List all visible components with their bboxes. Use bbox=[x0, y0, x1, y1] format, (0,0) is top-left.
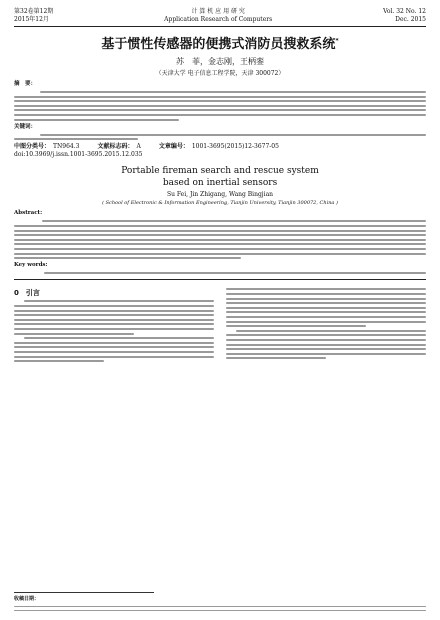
article-no-label: 文章编号： bbox=[158, 143, 189, 151]
body-divider bbox=[14, 279, 426, 280]
title-footnote-mark: * bbox=[335, 37, 339, 45]
article-no-pair bbox=[159, 143, 279, 151]
section-heading-introduction: 0 引言 bbox=[14, 288, 40, 297]
left-column-text-lines bbox=[14, 300, 214, 362]
header-rule bbox=[14, 26, 426, 27]
paper-title-text: 基于惯性传感器的便携式消防员搜救系统 bbox=[101, 37, 336, 52]
footnote-received bbox=[14, 596, 426, 603]
abstract-en-text-lines bbox=[14, 220, 426, 259]
header-right bbox=[383, 8, 426, 24]
header-journal-en: Application Research of Computers bbox=[164, 16, 273, 23]
abstract-en bbox=[14, 210, 426, 259]
clc-label: 中图分类号： bbox=[14, 143, 51, 151]
abstract-cn bbox=[14, 81, 426, 121]
keywords-en bbox=[14, 262, 426, 274]
paper-affiliation: （天津大学 电子信息工程学院，天津 300072） bbox=[155, 70, 285, 77]
english-title bbox=[14, 165, 426, 189]
header-date-en: Dec. 2015 bbox=[395, 16, 426, 23]
paper-title bbox=[14, 33, 426, 52]
footnote-area bbox=[14, 592, 426, 614]
doc-code-pair bbox=[97, 143, 140, 151]
keywords-cn bbox=[14, 124, 426, 141]
right-column-text-lines bbox=[226, 288, 426, 359]
english-authors: Su Fei, Jin Zhigang, Wang Bingjian bbox=[166, 191, 274, 199]
abstract-cn-text-lines bbox=[14, 91, 426, 121]
abstract-en-label: Abstract: bbox=[14, 210, 43, 217]
header-date-cn: 2015年12月 bbox=[14, 16, 49, 23]
english-title-line-2: based on inertial sensors bbox=[162, 178, 278, 189]
header-volume-en: Vol. 32 No. 12 bbox=[383, 8, 426, 15]
body-column-left bbox=[14, 286, 214, 365]
article-no-value: 1001-3695(2015)12-3677-05 bbox=[191, 143, 279, 151]
body-columns bbox=[14, 286, 426, 365]
keywords-cn-text-lines bbox=[14, 134, 426, 141]
header-journal-cn: 计 算 机 应 用 研 究 bbox=[191, 8, 245, 15]
footnote-rule bbox=[14, 592, 154, 593]
abstract-cn-label: 摘 要： bbox=[14, 81, 37, 87]
doc-code-label: 文献标志码： bbox=[97, 143, 134, 151]
body-column-right bbox=[226, 286, 426, 365]
footnote-text-lines bbox=[14, 606, 426, 612]
english-title-line-1: Portable fireman search and rescue system bbox=[121, 166, 319, 177]
keywords-cn-label: 关键词： bbox=[14, 123, 37, 130]
classification-row bbox=[14, 143, 426, 151]
header-volume-cn: 第32卷第12期 bbox=[14, 8, 54, 15]
running-header bbox=[14, 8, 426, 24]
footnote-received-label: 收稿日期： bbox=[14, 596, 40, 603]
header-center bbox=[164, 8, 272, 24]
header-left bbox=[14, 8, 53, 24]
clc-value: TN964.3 bbox=[53, 143, 80, 151]
paper-authors: 苏 菲，金志刚，王柄銮 bbox=[176, 57, 264, 66]
clc-pair bbox=[14, 143, 79, 151]
doi-line: doi:10.3969/j.issn.1001-3695.2015.12.035 bbox=[14, 151, 143, 159]
keywords-en-label: Key words: bbox=[14, 261, 48, 268]
english-affiliation: ( School of Electronic & Information Engineering, Tianjin University, Tianjin 300072, China ) bbox=[102, 200, 338, 207]
keywords-en-text-lines bbox=[14, 272, 426, 274]
doc-code-value: A bbox=[136, 143, 141, 151]
